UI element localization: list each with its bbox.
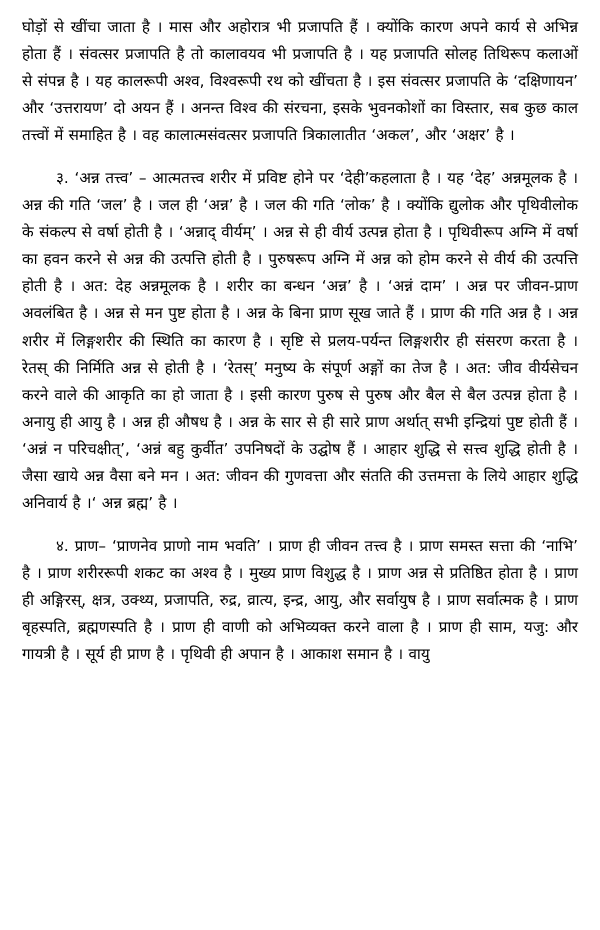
paragraph-continued: घोड़ों से खींचा जाता है । मास और अहोरात्र भी प्रजापति हैं । क्योंकि कारण अपने कार्य से अभिन्न होता हैं । संवत्सर प्रजापति है तो कालावयव भी प्रजापति है । यह प्रजापति सोलह तिथिरूप कलाओं से संपन्न है । यह कालरूपी अश्व, विश्वरूपी रथ को खींचता है । इस संवत्सर प्रजापति के ‘दक्षिणायन’ और ‘उत्तरायण’ दो अयन हैं । अनन्त विश्व की संरचना, इसके भुवनकोशों का विस्तार, सब कुछ काल तत्त्वों में समाहित है । वह कालात्मसंवत्सर प्रजापति त्रिकालातीत ‘अकल’, और ‘अक्षर’ है । bbox=[22, 18, 578, 145]
paragraph-spacer bbox=[22, 521, 578, 533]
paragraph-anna-tattva: ३. ‘अन्न तत्त्व’ – आत्मतत्त्व शरीर में प्रविष्ट होने पर ‘देही’कहलाता है । यह ‘देह’ अन्नमूलक है । अन्न की गति ‘जल’ है । जल ही ‘अन्न’ है । जल की गति ‘लोक’ है । क्योंकि द्युलोक और पृथिवीलोक के संकल्प से वर्षा होती है । ‘अन्नाद् वीर्यम्’ । अन्न से ही वीर्य उत्पन्न होता है । पृथिवीरूप अग्नि में वर्षा का हवन करने से अन्न की उत्पत्ति होती है । पुरुषरूप अग्नि में अन्न को होम करने से वीर्य की उत्पत्ति होती है । अत: देह अन्नमूलक है । शरीर का बन्धन ‘अन्न’ है । ‘अन्नं दाम’ । अन्न पर जीवन-प्राण अवलंबित है । अन्न से मन पुष्ट होता है । अन्न के बिना प्राण सूख जाते हैं । प्राण की गति अन्न है । अन्न शरीर में लिङ्गशरीर की स्थिति का कारण है । सृष्टि से प्रलय-पर्यन्त लिङ्गशरीर ही संसरण करता है । रेतस् की निर्मिति अन्न से होती है । ‘रेतस्’ मनुष्य के संपूर्ण अङ्गों का तेज है । अत: जीव वीर्यसेचन करने वाले की आकृति का हो जाता है । इसी कारण पुरुष से पुरुष और बैल से बैल उत्पन्न होता है । अनायु ही आयु है । अन्न ही औषध है । अन्न के सार से ही सारे प्राण अर्थात् सभी इन्द्रियां पुष्ट होती हैं । ‘अन्नं न परिचक्षीत्’, ‘अन्नं बहु कुर्वीत’ उपनिषदों के उद्घोष हैं । आहार शुद्धि से सत्त्व शुद्धि होती है । जैसा खाये अन्न वैसा बने मन । अत: जीवन की गुणवत्ता और संतति की उत्तमत्ता के लिये आहार शुद्धि अनिवार्य है ।‘ अन्न ब्रह्म’ है । bbox=[22, 169, 578, 512]
paragraph-spacer bbox=[22, 153, 578, 165]
paragraph-prana: ४. प्राण– ‘प्राणनेव प्राणो नाम भवति’ । प्राण ही जीवन तत्त्व है । प्राण समस्त सत्ता की ‘नाभि’ है । प्राण शरीररूपी शकट का अश्व है । मुख्य प्राण विशुद्ध है । प्राण अन्न से प्रतिष्ठित होता है । प्राण ही अङ्गिरस्, क्षत्र, उक्थ्य, प्रजापति, रुद्र, व्रात्य, इन्द्र, आयु, और सर्वायुष है । प्राण सर्वात्मक है । प्राण बृहस्पति, ब्रह्मणस्पति है । प्राण ही वाणी को अभिव्यक्त करने वाला है । प्राण ही साम, यजु: और गायत्री है । सूर्य ही प्राण है । पृथिवी ही अपान है । आकाश समान है । वायु bbox=[22, 536, 578, 664]
